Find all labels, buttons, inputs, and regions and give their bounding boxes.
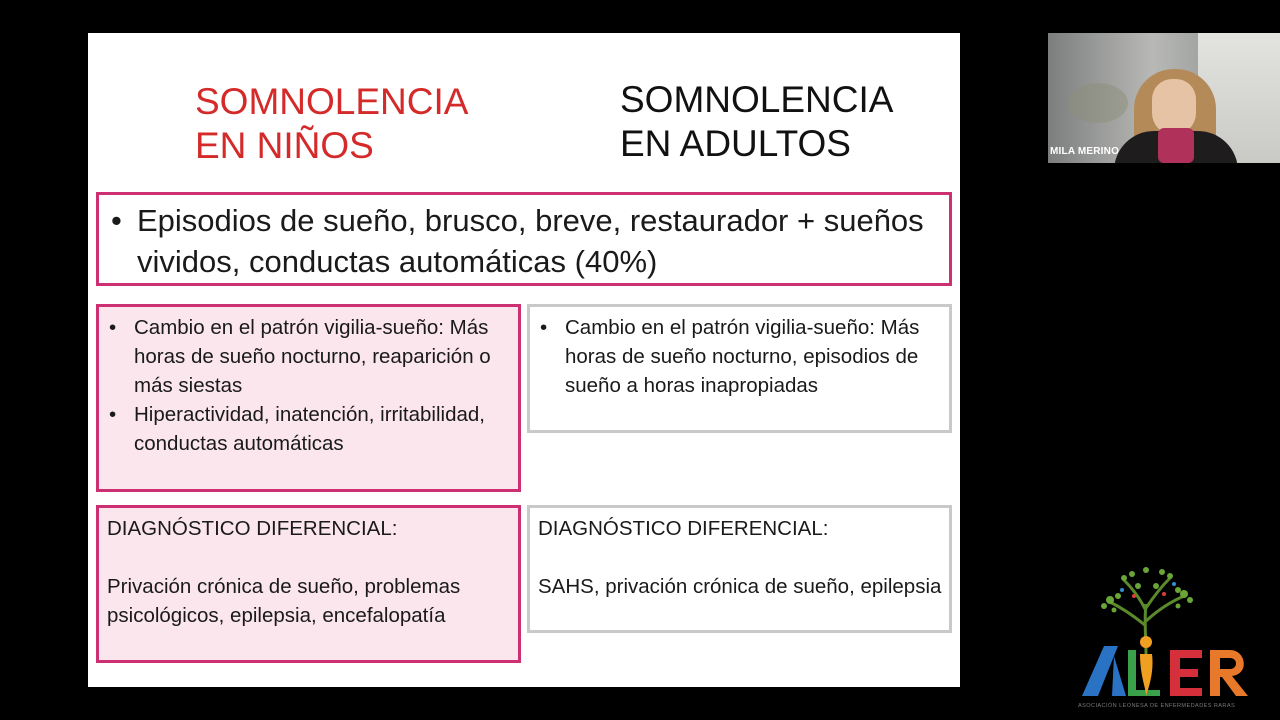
children-symptoms-box <box>96 304 521 492</box>
shared-symptoms-box <box>96 192 952 286</box>
list-item: • Cambio en el patrón vigilia-sueño: Más horas de sueño nocturno, episodios de sueño a horas inapropiadas <box>530 313 949 400</box>
adults-differential-box <box>527 505 952 633</box>
shared-symptoms-list <box>99 195 949 282</box>
list-item: • Episodios de sueño, brusco, breve, restaurador + sueños vividos, conductas automáticas (40%) <box>99 200 949 282</box>
adults-diag-text: SAHS, privación crónica de sueño, epilepsia <box>538 575 942 598</box>
participant-name: MILA MERINO <box>1050 146 1120 157</box>
list-item: • Hiperactividad, inatención, irritabilidad, conductas automáticas <box>99 400 518 458</box>
title-adults: SOMNOLENCIA EN ADULTOS <box>620 79 894 164</box>
participant-video-tile[interactable] <box>1048 33 1280 163</box>
adults-symptoms-box <box>527 304 952 433</box>
aler-logo <box>1074 566 1264 716</box>
tree-person-icon <box>1074 566 1264 706</box>
children-diag-heading: DIAGNÓSTICO DIFERENCIAL: <box>107 517 398 540</box>
children-diag-text: Privación crónica de sueño, problemas psicológicos, epilepsia, encefalopatía <box>107 575 461 627</box>
adults-diag-heading: DIAGNÓSTICO DIFERENCIAL: <box>538 517 829 540</box>
presentation-slide <box>88 33 960 687</box>
list-item: • Cambio en el patrón vigilia-sueño: Más horas de sueño nocturno, reaparición o más siestas <box>99 313 518 400</box>
title-children: SOMNOLENCIA EN NIÑOS <box>195 81 469 166</box>
participant-face <box>1152 79 1196 135</box>
adults-symptoms-list <box>530 307 949 400</box>
children-symptoms-list <box>99 307 518 458</box>
children-differential-box <box>96 505 521 663</box>
aler-subtitle: ASOCIACIÓN LEONESA DE ENFERMEDADES RARAS <box>1078 703 1236 709</box>
